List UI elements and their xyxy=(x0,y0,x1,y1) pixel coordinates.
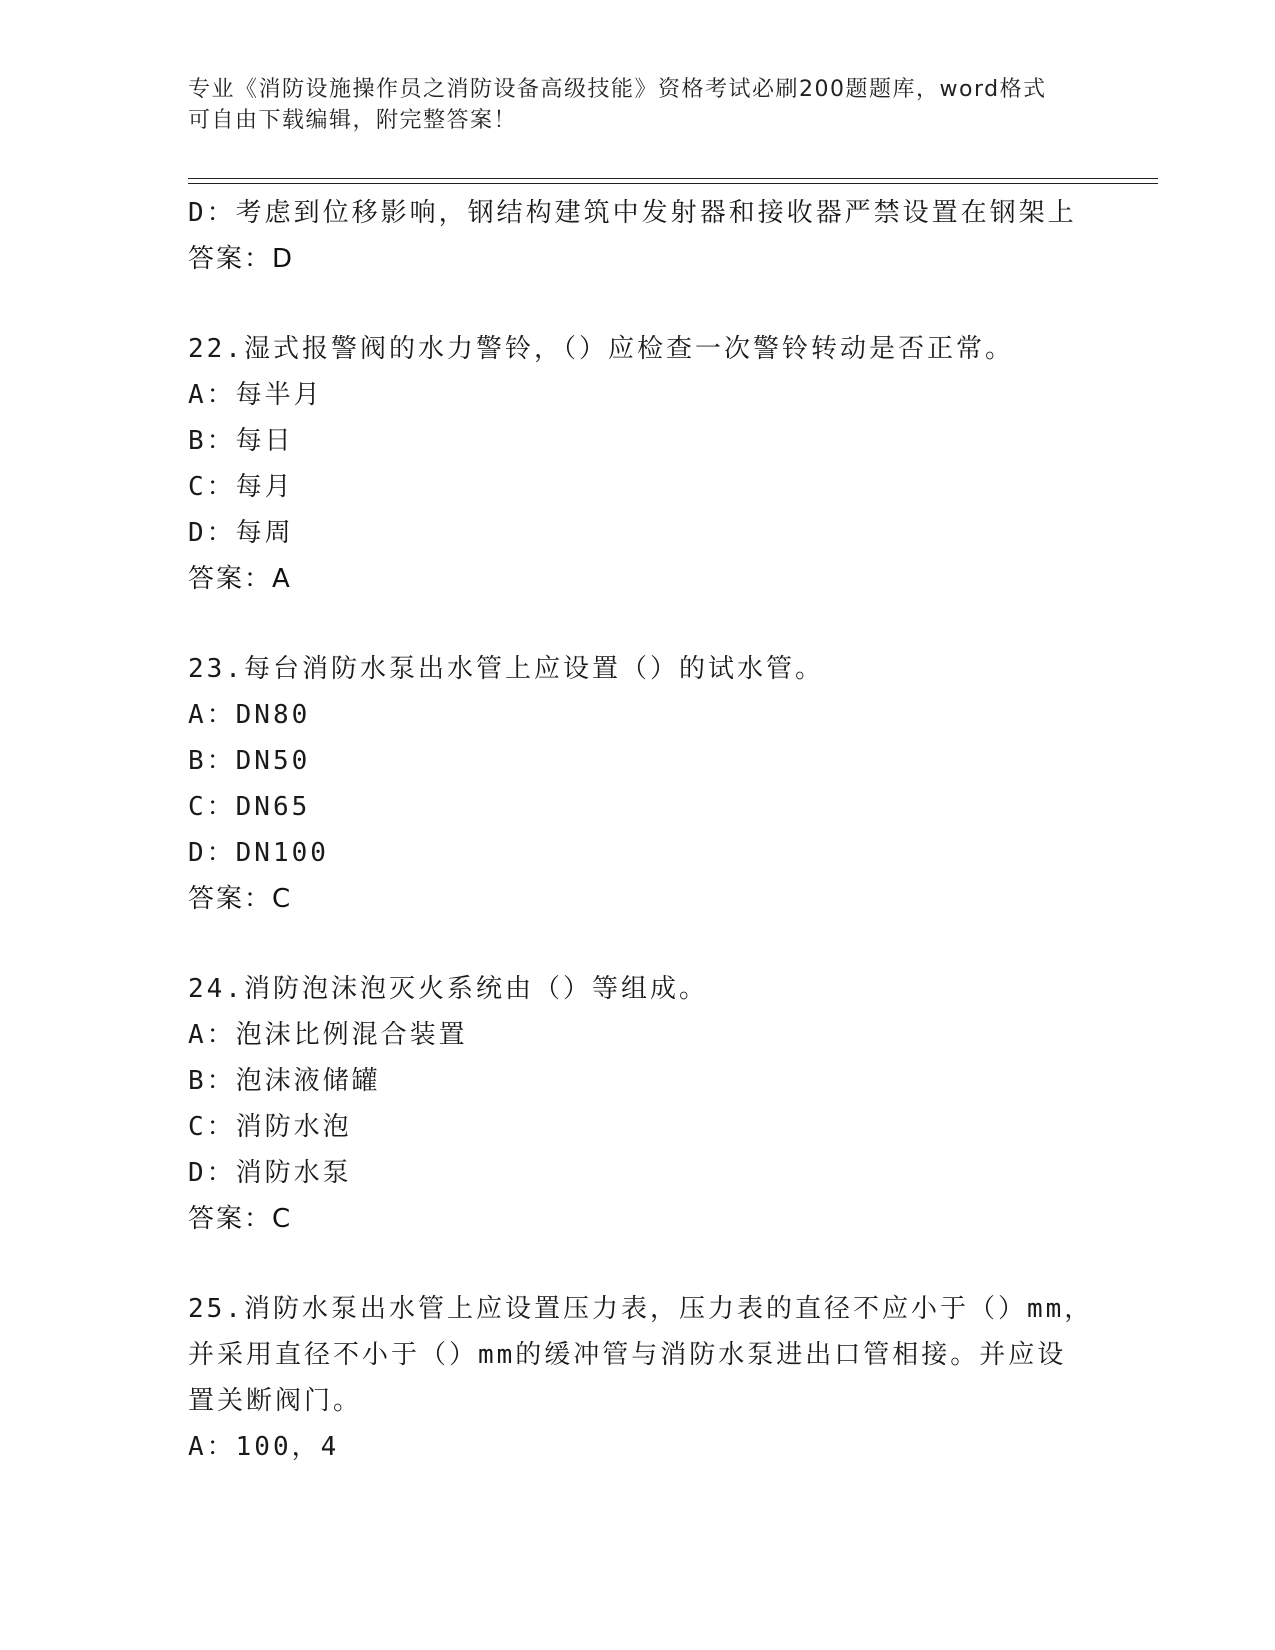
question-25-option-a: A：100，4 xyxy=(188,1432,340,1462)
question-22-option-a: A：每半月 xyxy=(188,380,323,410)
prev-option-d: D：考虑到位移影响，钢结构建筑中发射器和接收器严禁设置在钢架上 xyxy=(188,198,1077,228)
question-23: 23.每台消防水泵出水管上应设置（）的试水管。 xyxy=(188,654,824,684)
question-22-option-d: D：每周 xyxy=(188,518,294,548)
question-22-answer: 答案：A xyxy=(188,564,292,594)
question-24-option-a: A：泡沫比例混合装置 xyxy=(188,1020,468,1050)
question-23-option-a: A：DN80 xyxy=(188,700,311,730)
question-24-answer: 答案：C xyxy=(188,1204,293,1234)
question-25-line-1: 25.消防水泵出水管上应设置压力表，压力表的直径不应小于（）mm， xyxy=(188,1294,1094,1324)
document-body xyxy=(188,190,1094,1470)
question-23-option-c: C：DN65 xyxy=(188,792,311,822)
prev-answer: 答案：D xyxy=(188,244,295,274)
question-23-option-d: D：DN100 xyxy=(188,838,329,868)
question-24-option-d: D：消防水泵 xyxy=(188,1158,352,1188)
question-22-option-c: C：每月 xyxy=(188,472,294,502)
document-header: 专业《消防设施操作员之消防设备高级技能》资格考试必刷200题题库，word格式可自由下载编辑，附完整答案！ xyxy=(188,77,1047,133)
question-24: 24.消防泡沫泡灭火系统由（）等组成。 xyxy=(188,974,708,1004)
question-25-line-3: 置关断阀门。 xyxy=(188,1386,363,1416)
question-22-option-b: B：每日 xyxy=(188,426,294,456)
question-24-option-c: C：消防水泡 xyxy=(188,1112,352,1142)
question-23-option-b: B：DN50 xyxy=(188,746,311,776)
question-25-line-2: 并采用直径不小于（）mm的缓冲管与消防水泵进出口管相接。并应设 xyxy=(188,1340,1067,1370)
header-divider xyxy=(188,178,1158,184)
question-24-option-b: B：泡沫液储罐 xyxy=(188,1066,381,1096)
question-23-answer: 答案：C xyxy=(188,884,293,914)
question-22: 22.湿式报警阀的水力警铃，（）应检查一次警铃转动是否正常。 xyxy=(188,334,1014,364)
